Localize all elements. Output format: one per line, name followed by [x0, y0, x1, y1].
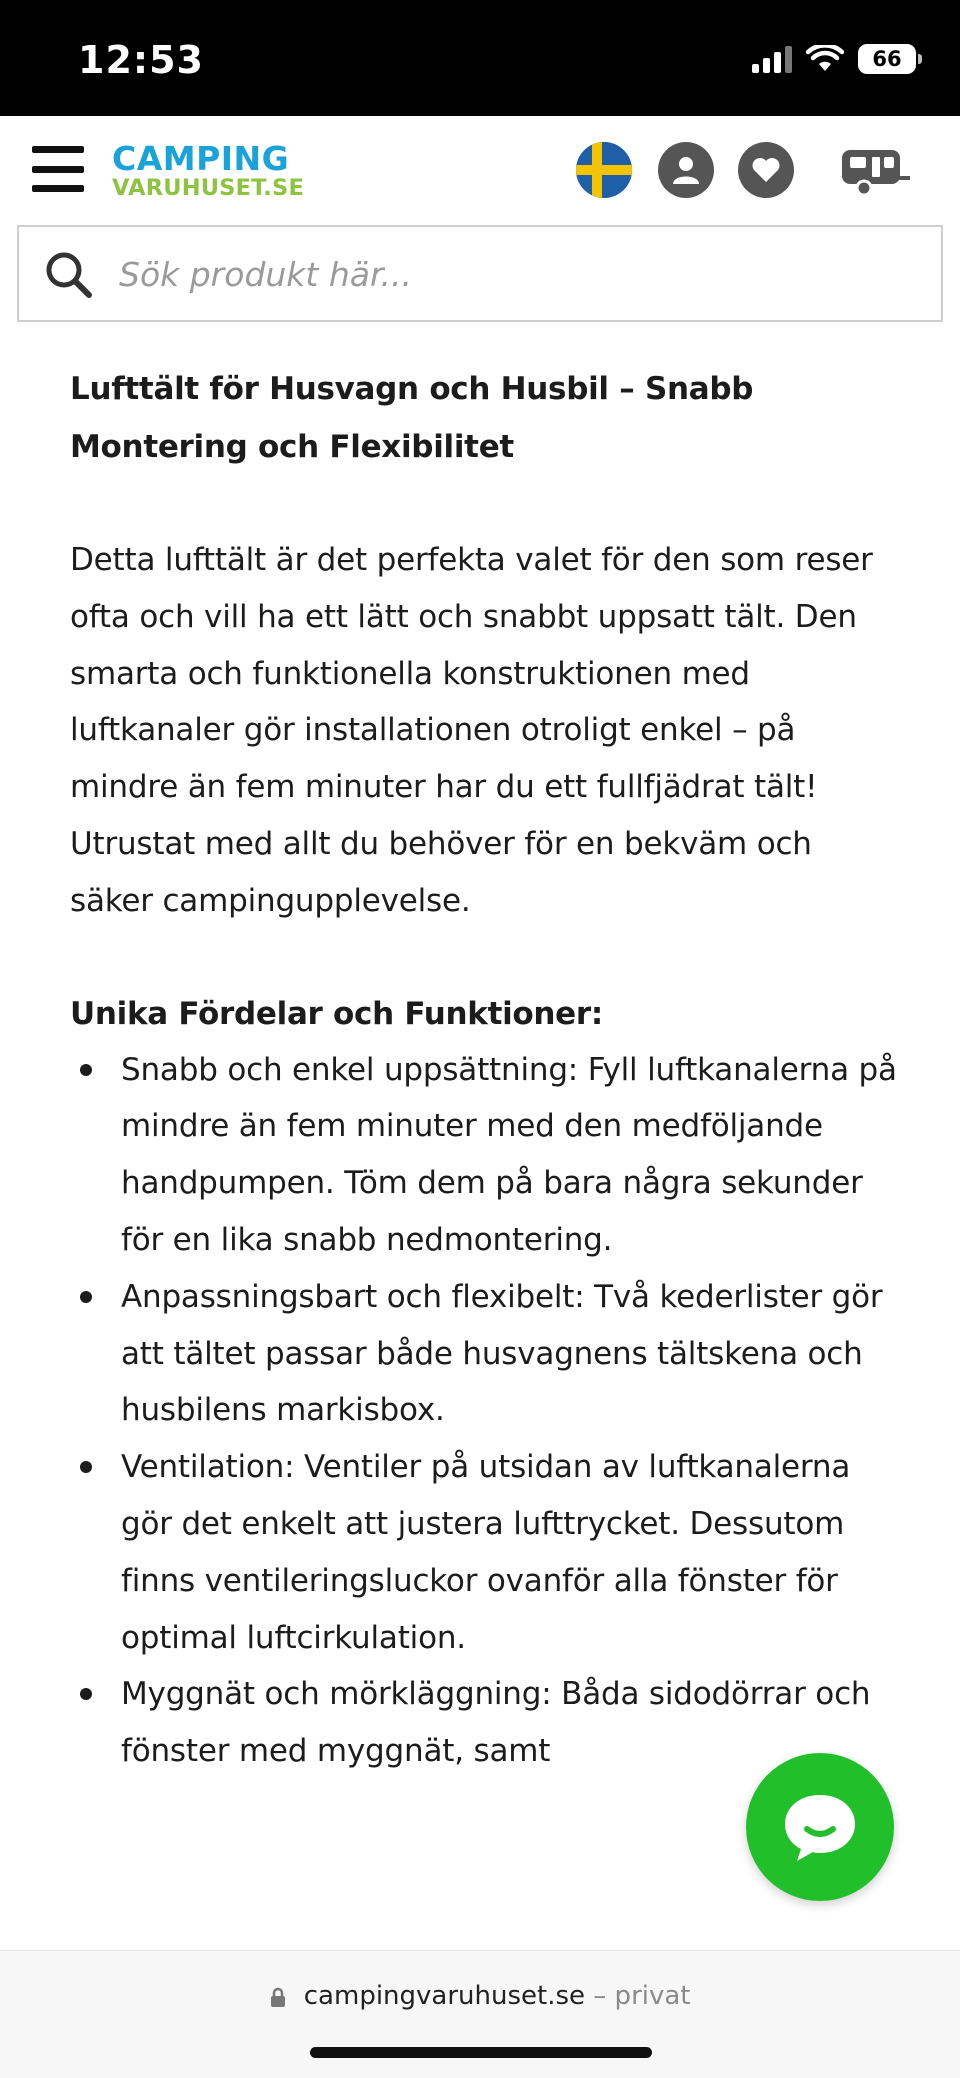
lock-icon — [270, 1987, 286, 2007]
battery-indicator: 66 — [858, 44, 916, 74]
chat-button[interactable] — [746, 1753, 894, 1901]
wifi-icon — [806, 45, 844, 73]
list-item: Snabb och enkel uppsättning: Fyll luftkanalerna på mindre än fem minuter med den medföljande handpumpen. Töm dem på bara några sekunder för en lika snabb nedmontering. — [70, 1042, 900, 1269]
features-list — [70, 1042, 900, 1780]
browser-url-bar — [0, 1950, 960, 2078]
description-heading: Lufttält för Husvagn och Husbil – Snabb Montering och Flexibilitet — [70, 371, 754, 465]
private-mode-label: – privat — [593, 1981, 691, 2011]
user-icon[interactable] — [658, 142, 714, 198]
caravan-icon[interactable] — [840, 146, 910, 198]
status-bar — [0, 0, 960, 116]
features-heading: Unika Fördelar och Funktioner: — [70, 995, 603, 1032]
description-paragraph: Detta lufttält är det perfekta valet för den som reser ofta och vill ha ett lätt och snabbt uppsatt tält. Den smarta och funktionella konstruktionen med luftkanaler gör installationen otroligt enkel – på mindre än fem minuter har du ett fullfjädrat tält! Utrustat med allt du behöver för en bekväm och säker campingupplevelse. — [70, 542, 873, 919]
search-icon[interactable] — [43, 249, 95, 301]
site-header — [0, 116, 960, 224]
status-icons — [752, 44, 916, 74]
list-item: Myggnät och mörkläggning: Båda sidodörrar och fönster med myggnät, samt — [70, 1666, 900, 1780]
home-indicator[interactable] — [310, 2047, 652, 2058]
sweden-flag-icon[interactable] — [576, 142, 632, 198]
status-time: 12:53 — [78, 38, 204, 82]
chat-bubble-icon — [781, 1791, 859, 1863]
heart-icon[interactable] — [738, 142, 794, 198]
menu-icon[interactable] — [32, 146, 84, 192]
search-bar — [17, 225, 943, 322]
product-description — [70, 360, 900, 1780]
list-item: Ventilation: Ventiler på utsidan av luftkanalerna gör det enkelt att justera lufttrycket. Dessutom finns ventileringsluckor ovanför alla fönster för optimal luftcirkulation. — [70, 1439, 900, 1666]
site-logo[interactable] — [112, 139, 357, 201]
url-domain: campingvaruhuset.se — [303, 1981, 586, 2011]
url-display[interactable] — [0, 1981, 960, 2011]
list-item: Anpassningsbart och flexibelt: Två kederlister gör att tältet passar både husvagnens tältskena och husbilens markisbox. — [70, 1269, 900, 1439]
search-input[interactable] — [119, 245, 909, 303]
logo-text-top: CAMPING — [112, 139, 290, 178]
cellular-signal-icon — [752, 45, 792, 73]
logo-text-bottom: VARUHUSET.SE — [112, 175, 305, 201]
